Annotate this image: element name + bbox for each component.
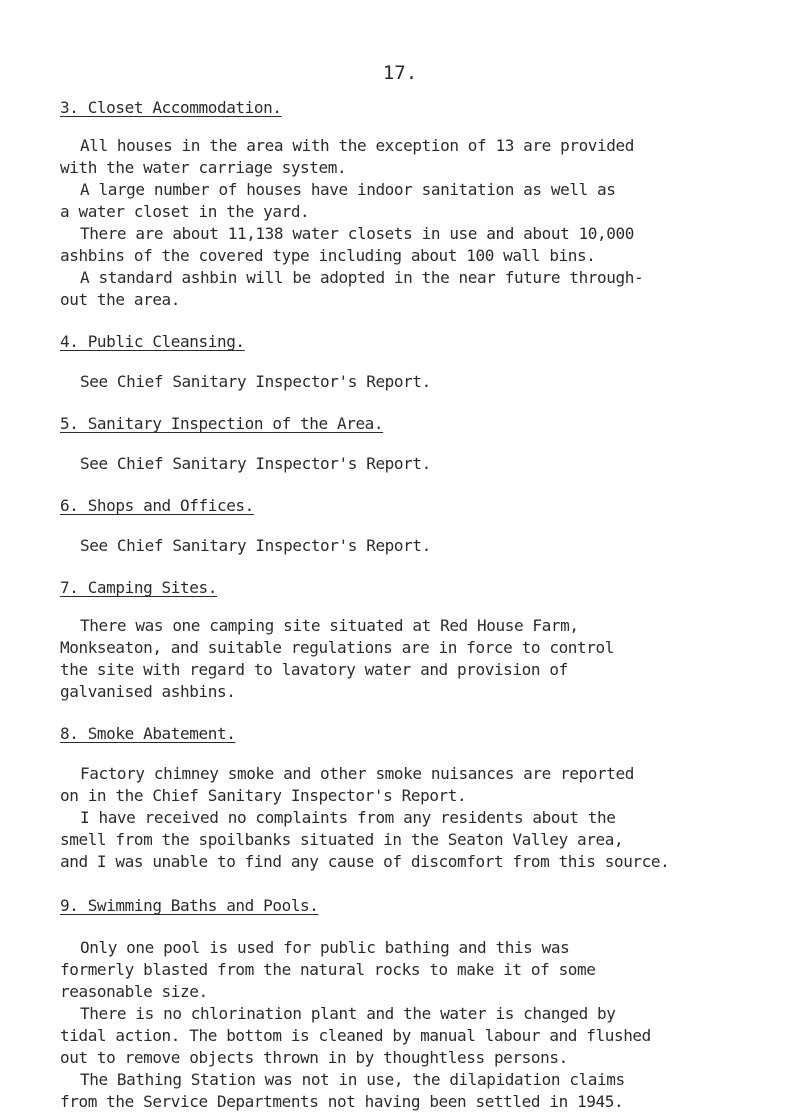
paragraph-line: galvanised ashbins. bbox=[60, 682, 236, 701]
paragraph-line: Only one pool is used for public bathing and this was bbox=[80, 938, 570, 957]
paragraph-line: formerly blasted from the natural rocks to make it of some bbox=[60, 960, 596, 979]
section-heading-smoke-abatement: 8. Smoke Abatement. bbox=[60, 724, 236, 743]
paragraph-line: smell from the spoilbanks situated in the Seaton Valley area, bbox=[60, 830, 624, 849]
paragraph-line: and I was unable to find any cause of discomfort from this source. bbox=[60, 852, 670, 871]
paragraph-line: tidal action. The bottom is cleaned by manual labour and flushed bbox=[60, 1026, 651, 1045]
paragraph-line: All houses in the area with the exception of 13 are provided bbox=[80, 136, 634, 155]
paragraph-line: There is no chlorination plant and the water is changed by bbox=[80, 1004, 616, 1023]
paragraph-line: I have received no complaints from any residents about the bbox=[80, 808, 616, 827]
paragraph-line: The Bathing Station was not in use, the dilapidation claims bbox=[80, 1070, 625, 1089]
paragraph-line: out the area. bbox=[60, 290, 181, 309]
paragraph-line: A standard ashbin will be adopted in the near future through- bbox=[80, 268, 644, 287]
section-heading-camping-sites: 7. Camping Sites. bbox=[60, 578, 217, 597]
section-heading-sanitary-inspection: 5. Sanitary Inspection of the Area. bbox=[60, 414, 384, 433]
section-heading-closet-accommodation: 3. Closet Accommodation. bbox=[60, 98, 282, 117]
paragraph-line: A large number of houses have indoor sanitation as well as bbox=[80, 180, 616, 199]
section-heading-shops-and-offices: 6. Shops and Offices. bbox=[60, 496, 254, 515]
paragraph-line: a water closet in the yard. bbox=[60, 202, 310, 221]
paragraph-line: Factory chimney smoke and other smoke nuisances are reported bbox=[80, 764, 634, 783]
paragraph-line: out to remove objects thrown in by thoughtless persons. bbox=[60, 1048, 568, 1067]
paragraph-line: There are about 11,138 water closets in use and about 10,000 bbox=[80, 224, 634, 243]
paragraph-line: the site with regard to lavatory water and provision of bbox=[60, 660, 568, 679]
paragraph-line: See Chief Sanitary Inspector's Report. bbox=[80, 372, 431, 391]
paragraph-line: with the water carriage system. bbox=[60, 158, 347, 177]
page-number: 17. bbox=[382, 62, 418, 84]
paragraph-line: Monkseaton, and suitable regulations are in force to control bbox=[60, 638, 614, 657]
paragraph-line: See Chief Sanitary Inspector's Report. bbox=[80, 454, 431, 473]
section-heading-public-cleansing: 4. Public Cleansing. bbox=[60, 332, 245, 351]
paragraph-line: reasonable size. bbox=[60, 982, 208, 1001]
paragraph-line: on in the Chief Sanitary Inspector's Report. bbox=[60, 786, 467, 805]
paragraph-line: ashbins of the covered type including about 100 wall bins. bbox=[60, 246, 596, 265]
paragraph-line: See Chief Sanitary Inspector's Report. bbox=[80, 536, 431, 555]
section-heading-swimming-baths: 9. Swimming Baths and Pools. bbox=[60, 896, 319, 915]
paragraph-line: from the Service Departments not having been settled in 1945. bbox=[60, 1092, 624, 1111]
paragraph-line: There was one camping site situated at Red House Farm, bbox=[80, 616, 579, 635]
